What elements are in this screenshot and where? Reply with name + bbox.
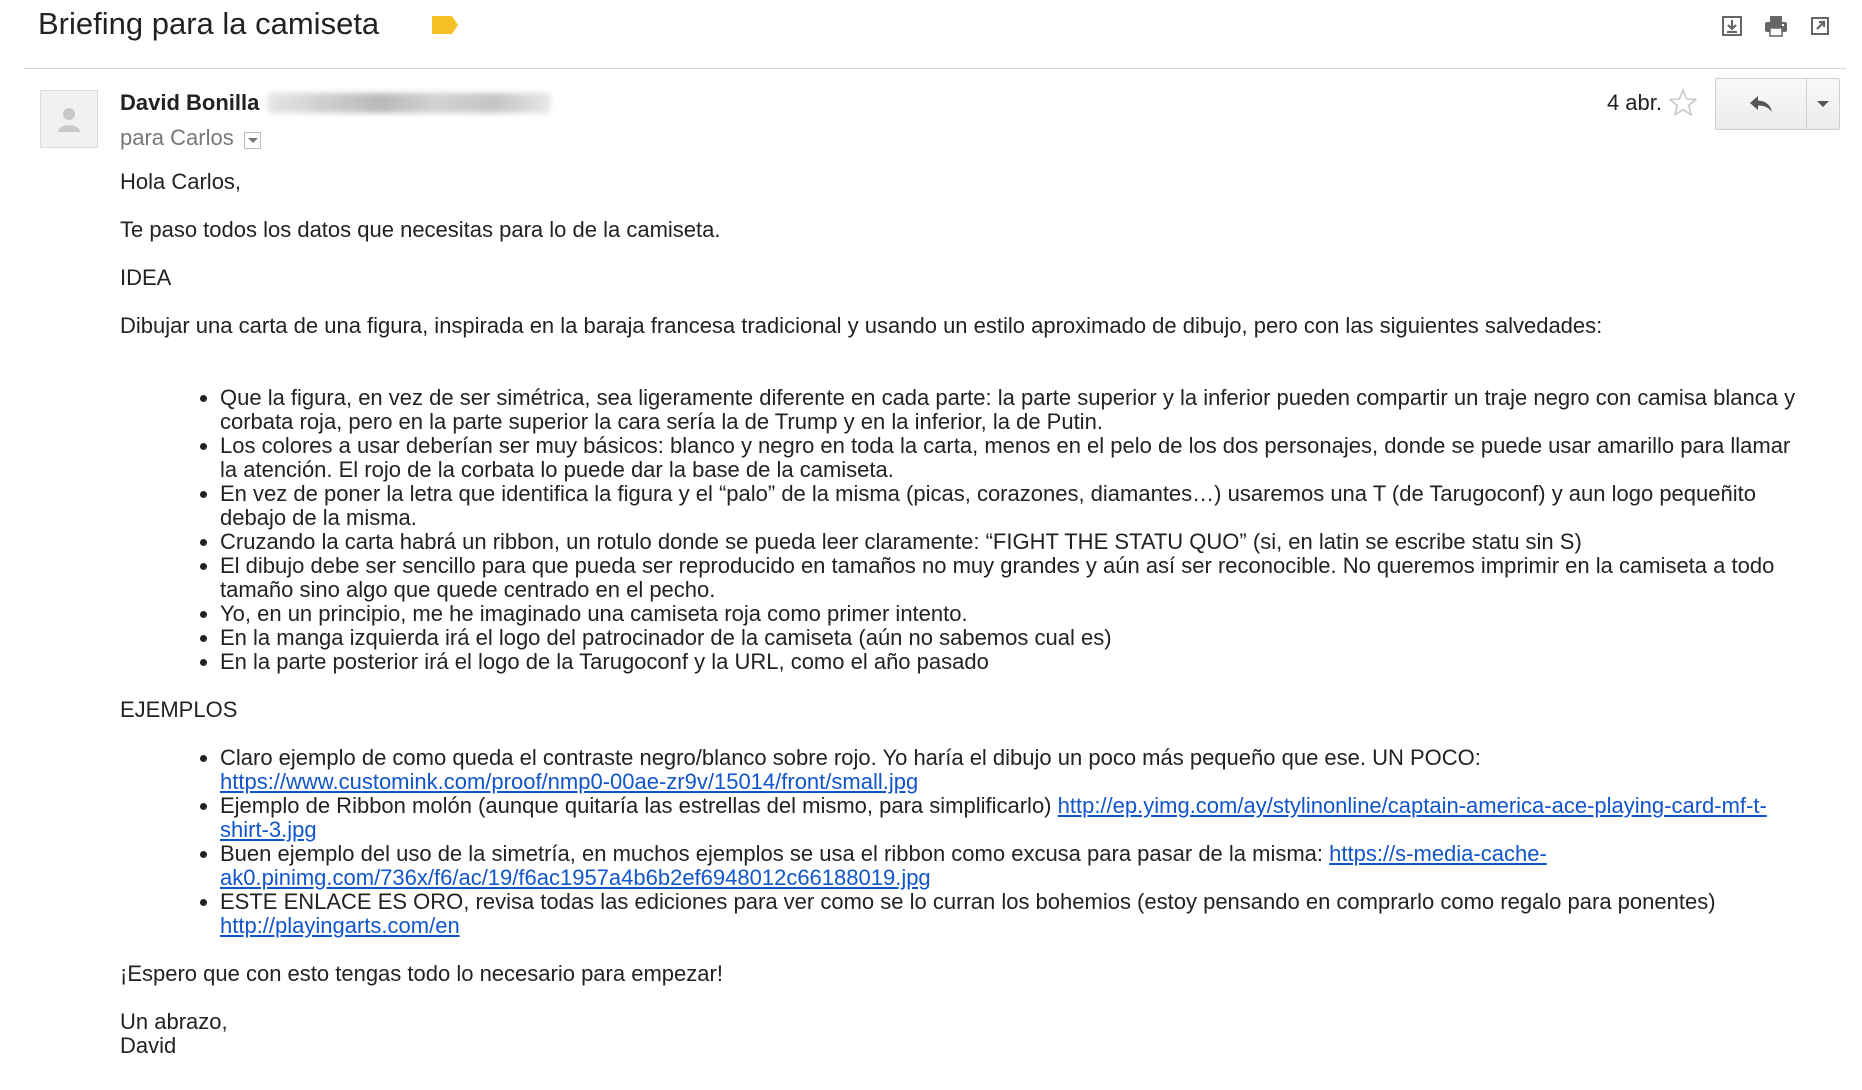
idea-item: • Cruzando la carta habrá un ribbon, un rotulo donde se pueda leer claramente: “FIGHT THE STATU QUO” (si, en latin se escribe statu sin S) — [220, 530, 1810, 554]
signature: David — [120, 1033, 177, 1058]
print-icon — [1764, 15, 1788, 37]
example-text: ESTE ENLACE ES ORO, revisa todas las ediciones para ver como se lo curran los bohemios (estoy pensando en comprarlo como regalo para ponentes) — [220, 889, 1716, 914]
idea-item: • En la parte posterior irá el logo de la Tarugoconf y la URL, como el año pasado — [220, 650, 1810, 674]
idea-list — [120, 386, 1810, 674]
example-link[interactable]: https://s-media-cache-ak0.pinimg.com/736x/f6/ac/19/f6ac1957a4b6b2ef6948012c66188019.jpg — [220, 841, 1547, 890]
print-button[interactable] — [1762, 12, 1790, 40]
example-item — [220, 746, 1810, 794]
message-actions — [1718, 12, 1834, 40]
idea-item: • En vez de poner la letra que identifica la figura y el “palo” de la misma (picas, corazones, diamantes…) usaremos una T (de Tarugoconf) y aun logo pequeñito debajo de la misma. — [220, 482, 1810, 530]
example-text: Claro ejemplo de como queda el contraste negro/blanco sobre rojo. Yo haría el dibujo un poco más pequeño que ese. UN POCO: — [220, 745, 1481, 770]
idea-item: • Los colores a usar deberían ser muy básicos: blanco y negro en toda la carta, menos en el pelo de los dos personajes, donde se puede usar amarillo para llamar la atención. El rojo de la corbata lo puede dar la base de la camiseta. — [220, 434, 1810, 482]
idea-item: • Que la figura, en vez de ser simétrica, sea ligeramente diferente en cada parte: la parte superior y la inferior pueden compartir un traje negro con camisa blanca y corbata roja, pero en la parte superior la cara sería la de Trump y en la inferior, la de Putin. — [220, 386, 1810, 434]
example-item — [220, 890, 1810, 938]
examples-heading: EJEMPLOS — [120, 697, 238, 722]
star-icon[interactable] — [1668, 88, 1698, 118]
example-item — [220, 794, 1810, 842]
show-details-button[interactable] — [244, 132, 261, 149]
examples-list — [120, 746, 1810, 938]
label-icon[interactable] — [430, 14, 460, 36]
idea-item: • Yo, en un principio, me he imaginado una camiseta roja como primer intento. — [220, 602, 1810, 626]
example-item — [220, 842, 1810, 890]
example-link[interactable]: http://ep.yimg.com/ay/stylinonline/captain-america-ace-playing-card-mf-t-shirt-3.jpg — [220, 793, 1767, 842]
sender-line — [120, 88, 551, 118]
avatar[interactable] — [40, 90, 98, 148]
greeting: Hola Carlos, — [120, 169, 242, 194]
subject-bar — [24, 0, 1846, 69]
download-icon — [1721, 15, 1743, 37]
reply-button[interactable] — [1716, 79, 1807, 129]
email-date: 4 abr. — [1606, 90, 1662, 115]
idea-heading: IDEA — [120, 265, 172, 290]
example-text: Buen ejemplo del uso de la simetría, en muchos ejemplos se usa el ribbon como excusa para pasar de la misma: — [220, 841, 1330, 866]
more-options-button[interactable] — [1807, 79, 1839, 129]
example-link[interactable]: https://www.customink.com/proof/nmp0-00ae-zr9v/15014/front/small.jpg — [220, 769, 919, 794]
signoff: Un abrazo, — [120, 1009, 228, 1034]
download-button[interactable] — [1718, 12, 1746, 40]
open-in-new-window-button[interactable] — [1806, 12, 1834, 40]
reply-button-group — [1715, 78, 1840, 130]
recipient: para Carlos — [120, 125, 234, 150]
chevron-down-icon — [1817, 101, 1829, 107]
idea-item: • En la manga izquierda irá el logo del patrocinador de la camiseta (aún no sabemos cual es) — [220, 626, 1810, 650]
idea-text: Dibujar una carta de una figura, inspirada en la baraja francesa tradicional y usando un estilo aproximado de dibujo, pero con las siguientes salvedades: — [120, 313, 1603, 338]
person-icon — [56, 105, 82, 133]
open-in-new-window-icon — [1809, 15, 1831, 37]
recipient-line — [120, 124, 261, 152]
example-link[interactable]: http://playingarts.com/en — [220, 913, 460, 938]
example-text: Ejemplo de Ribbon molón (aunque quitaría las estrellas del mismo, para simplificarlo) — [220, 793, 1058, 818]
email-body — [120, 170, 1810, 1058]
email-subject: Briefing para la camiseta — [38, 6, 380, 41]
closing: ¡Espero que con esto tengas todo lo necesario para empezar! — [120, 961, 723, 986]
intro: Te paso todos los datos que necesitas para lo de la camiseta. — [120, 217, 721, 242]
sender-email-redacted — [267, 93, 551, 113]
reply-icon — [1749, 95, 1773, 113]
idea-item: • El dibujo debe ser sencillo para que pueda ser reproducido en tamaños no muy grandes y aún así ser reconocible. No queremos imprimir en la camiseta a todo tamaño sino algo que quede centrado en el pecho. — [220, 554, 1810, 602]
sender-name[interactable]: David Bonilla — [120, 90, 260, 115]
